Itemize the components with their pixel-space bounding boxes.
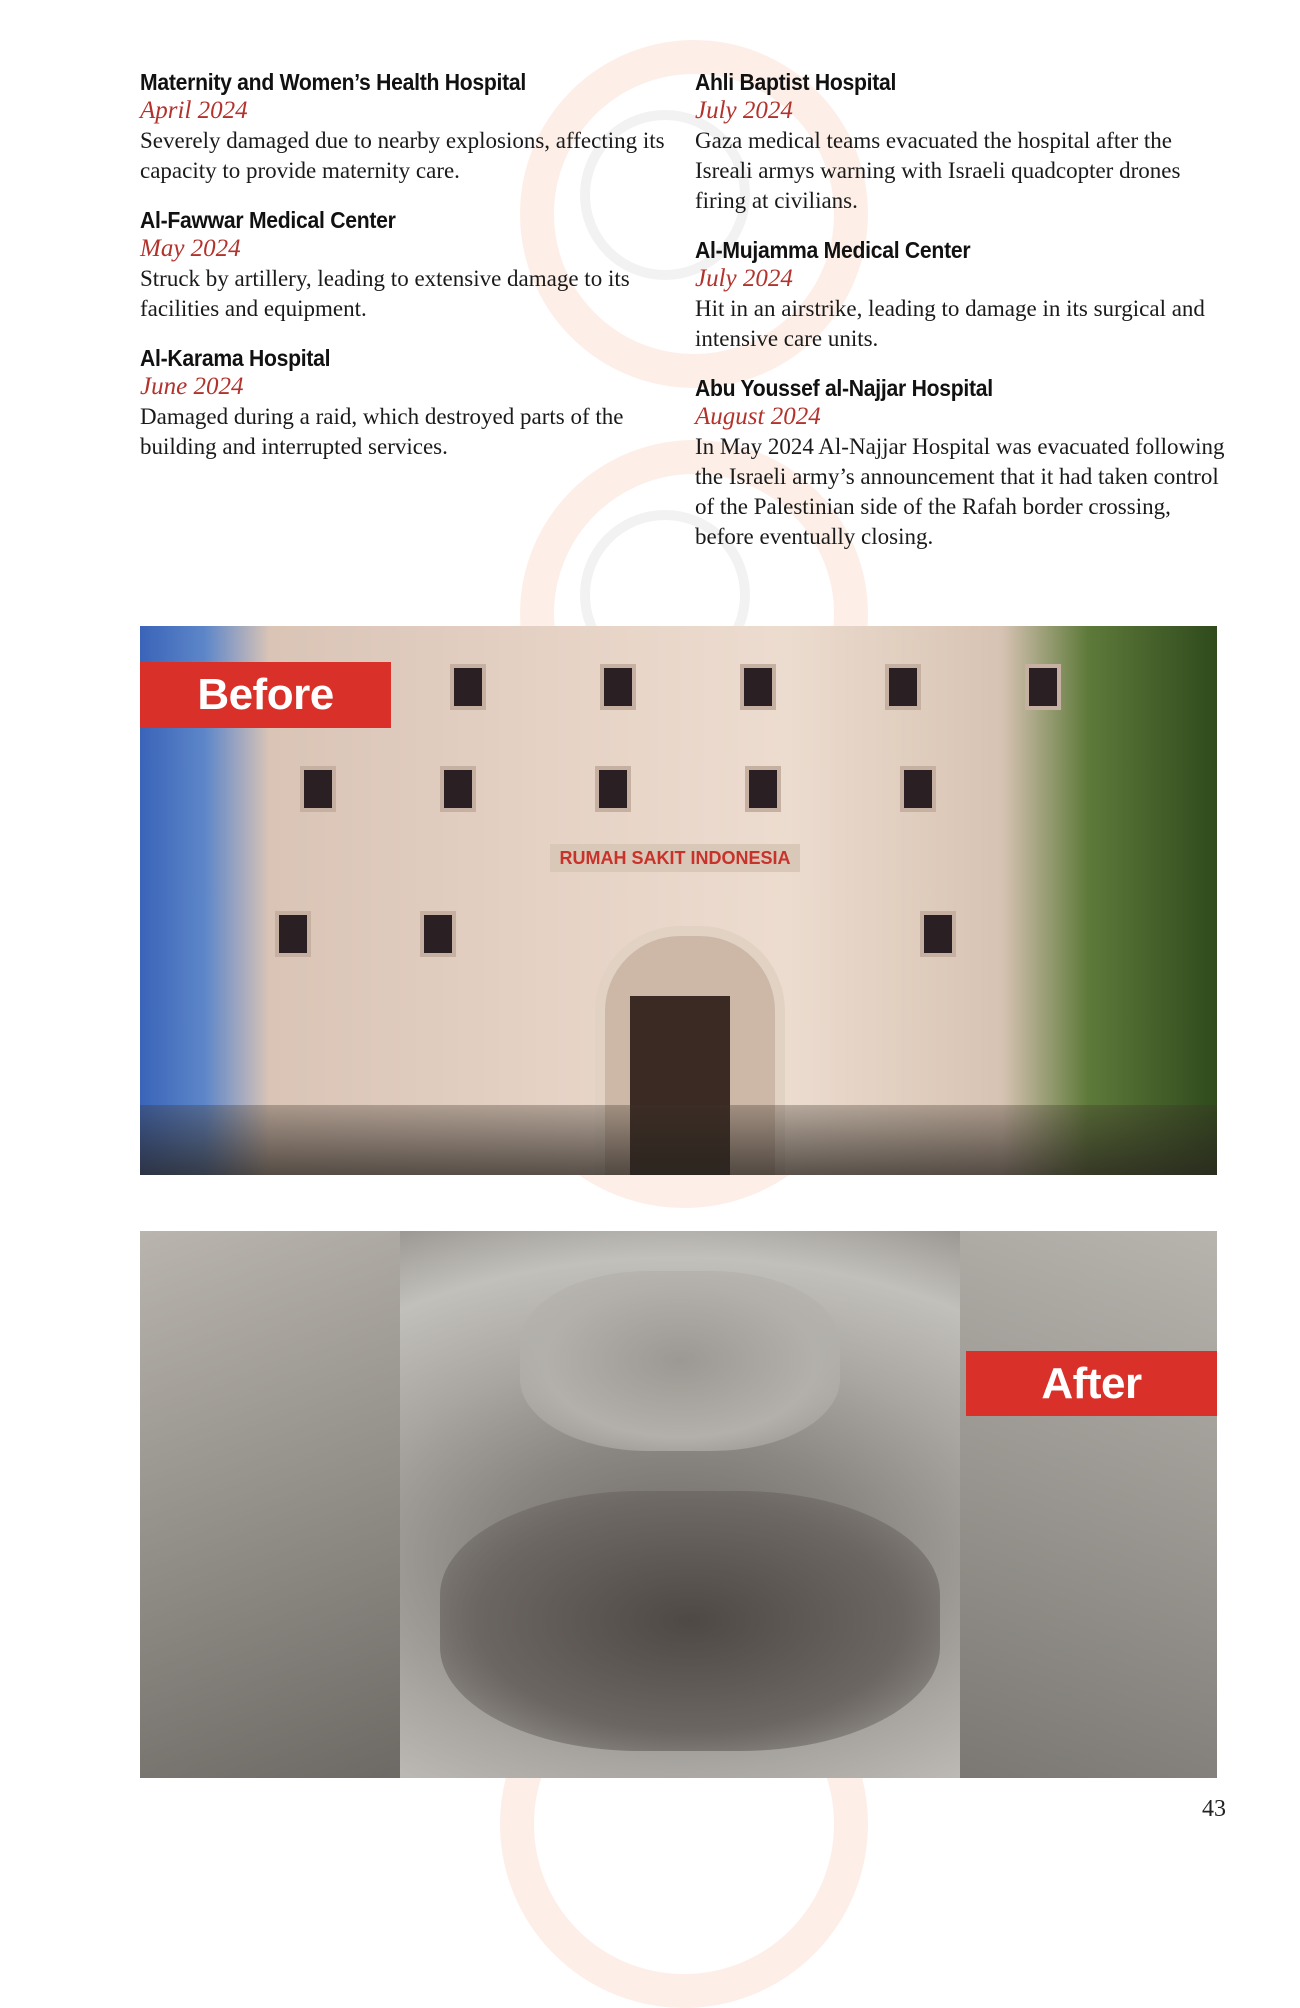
- entry-date: July 2024: [695, 265, 793, 292]
- entry-date: June 2024: [140, 373, 244, 400]
- page-number: 43: [1202, 1796, 1226, 1822]
- right-column: [695, 68, 1225, 572]
- before-label: Before: [140, 662, 391, 728]
- entry-description: Damaged during a raid, which destroyed parts of the building and interrupted services.: [140, 404, 624, 459]
- entry-title: Al-Mujamma Medical Center: [695, 237, 971, 263]
- window: [440, 766, 476, 812]
- entry-ahli-baptist: [695, 68, 1225, 216]
- ground-crowd: [140, 1105, 1217, 1175]
- window: [300, 766, 336, 812]
- entry-date: April 2024: [140, 97, 248, 124]
- window: [1025, 664, 1061, 710]
- window: [920, 911, 956, 957]
- rubble: [440, 1491, 940, 1751]
- rubble: [520, 1271, 840, 1451]
- entry-description: Struck by artillery, leading to extensive damage to its facilities and equipment.: [140, 266, 630, 321]
- entry-title: Al-Karama Hospital: [140, 345, 331, 371]
- entry-title: Maternity and Women’s Health Hospital: [140, 69, 527, 95]
- window: [420, 911, 456, 957]
- entry-date: July 2024: [695, 97, 793, 124]
- after-label: After: [966, 1351, 1217, 1416]
- entry-title: Abu Youssef al-Najjar Hospital: [695, 375, 993, 401]
- entry-date: August 2024: [695, 403, 821, 430]
- entry-description: Severely damaged due to nearby explosions, affecting its capacity to provide maternity care.: [140, 128, 665, 183]
- entry-title: Ahli Baptist Hospital: [695, 69, 897, 95]
- left-column: [140, 68, 680, 482]
- after-photo: [140, 1231, 1217, 1778]
- entry-al-najjar: [695, 374, 1225, 552]
- entry-al-mujamma: [695, 236, 1225, 354]
- entry-date: May 2024: [140, 235, 241, 262]
- window: [900, 766, 936, 812]
- entry-description: In May 2024 Al-Najjar Hospital was evacuated following the Israeli army’s announcement that it had taken control of the Palestinian side of the Rafah border crossing, before eventually closing.: [695, 434, 1225, 549]
- window: [595, 766, 631, 812]
- window: [450, 664, 486, 710]
- window: [745, 766, 781, 812]
- window: [600, 664, 636, 710]
- entry-title: Al-Fawwar Medical Center: [140, 207, 396, 233]
- entry-description: Hit in an airstrike, leading to damage in its surgical and intensive care units.: [695, 296, 1205, 351]
- before-photo: [140, 626, 1217, 1175]
- hospital-sign: RUMAH SAKIT INDONESIA: [550, 844, 800, 872]
- entry-description: Gaza medical teams evacuated the hospital after the Isreali armys warning with Israeli quadcopter drones firing at civilians.: [695, 128, 1181, 213]
- window: [740, 664, 776, 710]
- entry-al-karama: [140, 344, 680, 462]
- window: [275, 911, 311, 957]
- rubble: [140, 1231, 400, 1778]
- entry-al-fawwar: [140, 206, 680, 324]
- rubble: [960, 1231, 1217, 1778]
- window: [885, 664, 921, 710]
- entry-maternity-hospital: [140, 68, 680, 186]
